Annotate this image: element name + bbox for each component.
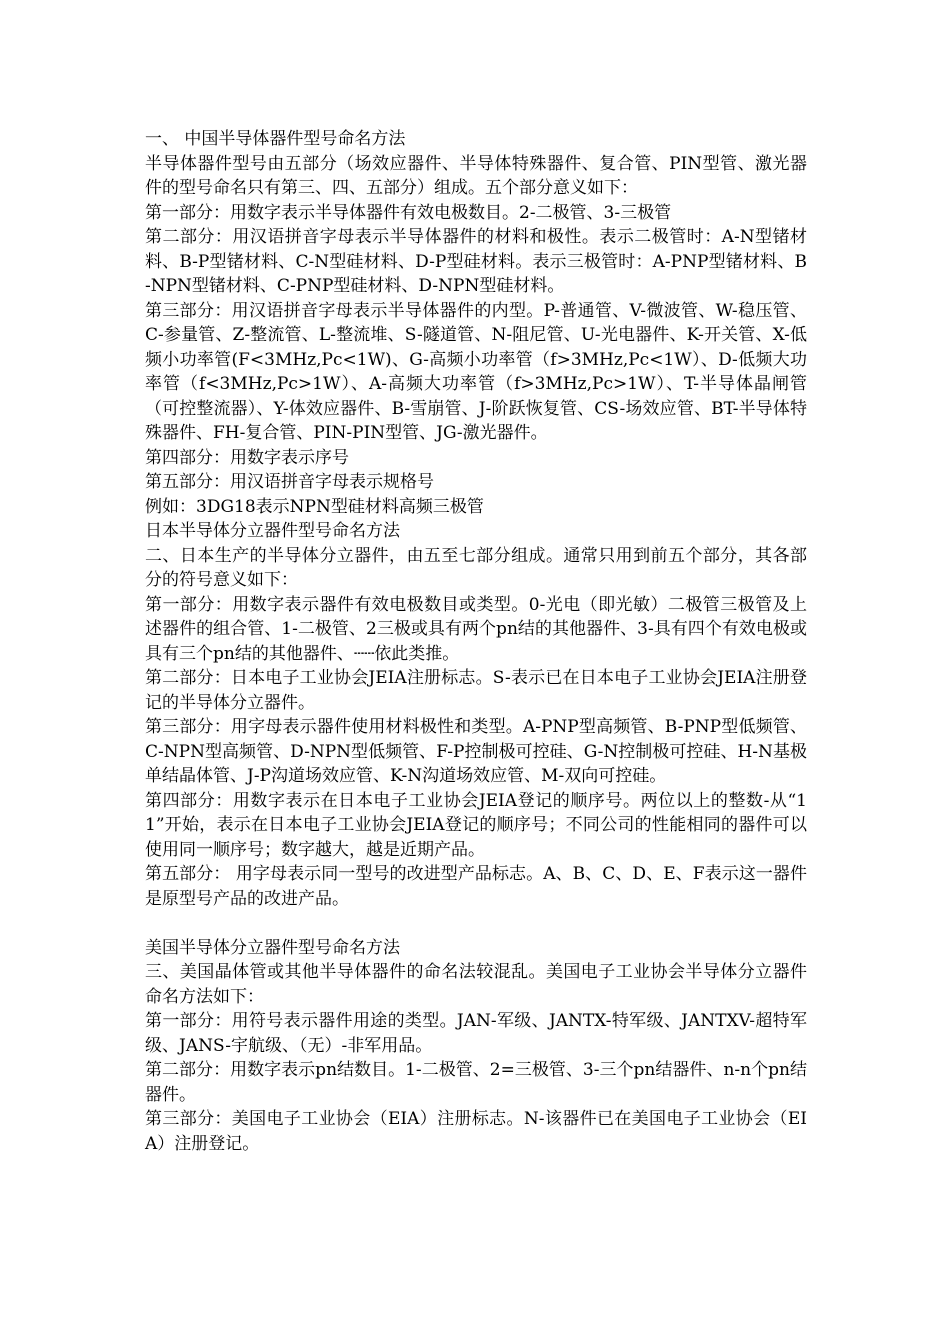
china-part4-paragraph: 第四部分：用数字表示序号	[145, 447, 349, 468]
usa-part1-paragraph: 第一部分：用符号表示器件用途的类型。JAN-军级、JANTX-特军级、JANTXV-超特军级、JANS-宇航级、（无）-非军用品。	[145, 1011, 807, 1056]
section-spacer	[145, 911, 807, 936]
china-example-paragraph: 例如：3DG18表示NPN型硅材料高频三极管	[145, 496, 484, 517]
china-part3-paragraph: 第三部分：用汉语拼音字母表示半导体器件的内型。P-普通管、V-微波管、W-稳压管、C-参量管、Z-整流管、L-整流堆、S-隧道管、N-阻尼管、U-光电器件、K-开关管、X-低频小功率管(F<3MHz,Pc<1W)、G-高频小功率管（f>3MHz,Pc<1W）、D-低频大功率管（f<3MHz,Pc>1W）、A-高频大功率管（f>3MHz,Pc>1W）、T-半导体晶闸管（可控整流器）、Y-体效应器件、B-雪崩管、J-阶跃恢复管、CS-场效应管、BT-半导体特殊器件、FH-复合管、PIN-PIN型管、JG-激光器件。	[145, 300, 807, 443]
japan-part4-paragraph: 第四部分：用数字表示在日本电子工业协会JEIA登记的顺序号。两位以上的整数-从“11”开始，表示在日本电子工业协会JEIA登记的顺序号；不同公司的性能相同的器件可以使用同一顺序号；数字越大，越是近期产品。	[145, 790, 807, 860]
china-part5-paragraph: 第五部分：用汉语拼音字母表示规格号	[145, 472, 434, 492]
china-part1-paragraph: 第一部分：用数字表示半导体器件有效电极数目。2-二极管、3-三极管	[145, 202, 672, 223]
usa-part2-paragraph: 第二部分：用数字表示pn结数目。1-二极管、2=三极管、3-三个pn结器件、n-n个pn结器件。	[145, 1060, 807, 1105]
china-section-heading: 一、 中国半导体器件型号命名方法	[145, 129, 406, 149]
china-part2-paragraph: 第二部分：用汉语拼音字母表示半导体器件的材料和极性。表示二极管时：A-N型锗材料、B-P型锗材料、C-N型硅材料、D-P型硅材料。表示三极管时：A-PNP型锗材料、B-NPN型锗材料、C-PNP型硅材料、D-NPN型硅材料。	[145, 227, 807, 296]
japan-part5-paragraph: 第五部分： 用字母表示同一型号的改进型产品标志。A、B、C、D、E、F表示这一器件是原型号产品的改进产品。	[145, 864, 807, 909]
china-intro-paragraph: 半导体器件型号由五部分（场效应器件、半导体特殊器件、复合管、PIN型管、激光器件的型号命名只有第三、四、五部分）组成。五个部分意义如下：	[145, 153, 807, 198]
japan-part2-paragraph: 第二部分：日本电子工业协会JEIA注册标志。S-表示已在日本电子工业协会JEIA注册登记的半导体分立器件。	[145, 668, 807, 713]
usa-section-heading: 美国半导体分立器件型号命名方法	[145, 937, 400, 958]
japan-part3-paragraph: 第三部分：用字母表示器件使用材料极性和类型。A-PNP型高频管、B-PNP型低频管、C-NPN型高频管、D-NPN型低频管、F-P控制极可控硅、G-N控制极可控硅、H-N基极单结晶体管、J-P沟道场效应管、K-N沟道场效应管、M-双向可控硅。	[145, 717, 807, 786]
japan-section-heading: 日本半导体分立器件型号命名方法	[145, 521, 400, 541]
document-body	[145, 127, 807, 1156]
japan-part1-paragraph: 第一部分：用数字表示器件有效电极数目或类型。0-光电（即光敏）二极管三极管及上述器件的组合管、1-二极管、2三极或具有两个pn结的其他器件、3-具有四个有效电极或具有三个pn结的其他器件、┄┄依此类推。	[145, 594, 807, 664]
usa-part3-paragraph: 第三部分：美国电子工业协会（EIA）注册标志。N-该器件已在美国电子工业协会（EIA）注册登记。	[145, 1109, 807, 1154]
japan-intro-paragraph: 二、日本生产的半导体分立器件，由五至七部分组成。通常只用到前五个部分，其各部分的符号意义如下：	[145, 545, 807, 590]
usa-intro-paragraph: 三、美国晶体管或其他半导体器件的命名法较混乱。美国电子工业协会半导体分立器件命名方法如下：	[145, 962, 807, 1007]
